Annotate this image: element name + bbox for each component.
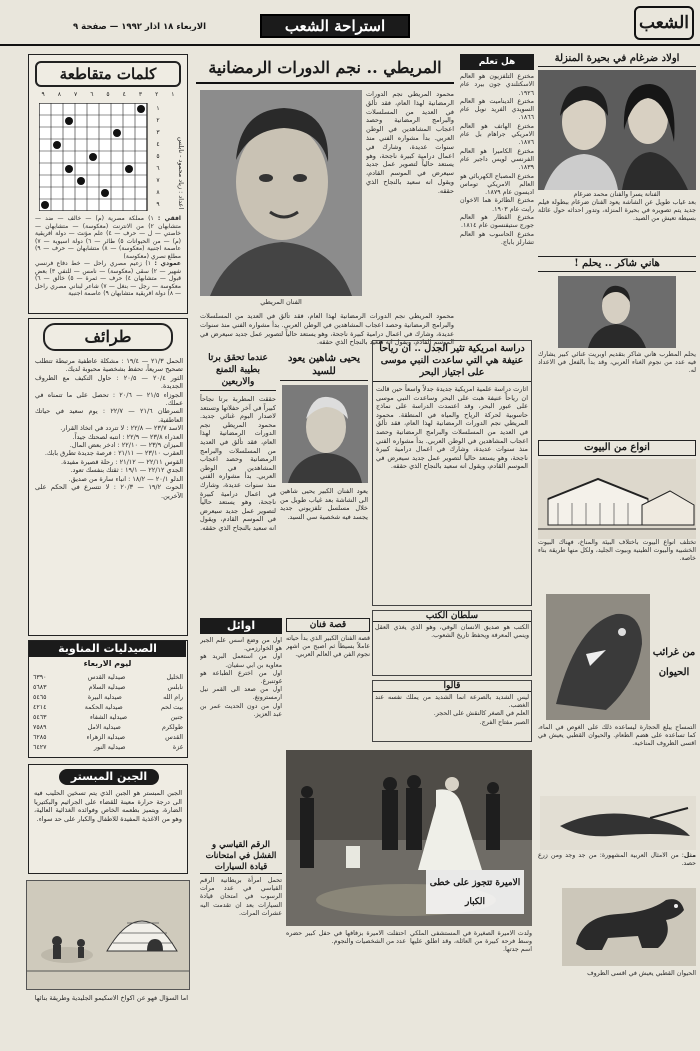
list-item: مخترع المصباح الكهربائي هو العالم الامريكي توماس اديسون عام ١٨٧٩. bbox=[460, 172, 534, 197]
horoscope-box bbox=[28, 318, 188, 636]
study-body: اثارت دراسة علمية امريكية جديدة جدلاً واسعاً حين قالت ان رياحاً عنيفة هبت على البحر وساعدت النبي موسى على عبور البحر، وقد اعتمدت الدراسة على نماذج حاسوبية لحركة الرياح والمياه في المنطقة. محمود المريطي نجم الدورات الرمضانية لهذا العام، فقد تألق في العديد من المسلسلات والبرامج الرمضانية وحصد اعجاب المشاهدين في الوطن العربي. بدأ مشواره الفني منذ سنوات عديدة، وشارك في اعمال درامية كبيرة ناجحة، وهو يستعد حالياً لتصوير عمل جديد سيعرض في الموسم القادم، ويقول انه سعيد بالنجاح الذي حققه. bbox=[376, 385, 528, 471]
crossword-box bbox=[28, 54, 188, 314]
list-item: الجوزاء ٢١/٥ — ٢٠/٦ : تحصل على ما تتمناه في عملك. bbox=[35, 390, 183, 408]
awaits-body: حققت المطربة برتا نجاحاً كبيراً في آخر حفلاتها وتستعد لاصدار البوم غنائي جديد. محمود المريطي نجم الدورات الرمضانية لهذا العام، فقد تألق في العديد من المسلسلات والبرامج الرمضانية وحصد اعجاب المشاهدين في الوطن العربي. بدأ مشواره الفني منذ سنوات عديدة، وشارك في اعمال درامية كبيرة ناجحة، وهو يستعد حالياً لتصوير عمل جديد سيعرض في الموسم القادم، ويقول انه سعيد بالنجاح الذي حققه. bbox=[200, 395, 276, 532]
animal-photo bbox=[546, 594, 650, 720]
yahya-article bbox=[280, 352, 368, 614]
mithl-body: مثل: من الامثال العربية المشهورة: من جد وجد ومن زرع حصد. bbox=[538, 852, 696, 868]
list-item: الحوت ١٩/٢ — ٢٠/٣ : لا تتسرع في الحكم على الآخرين. bbox=[35, 483, 183, 500]
list-item: مخترع الهاتف هو العالم الامريكي جراهام بل عام ١٨٧٦. bbox=[460, 122, 534, 147]
cars-title: الرقم القياسي و الفشل في امتحانات قيادة السيارات bbox=[200, 840, 282, 874]
cars-article bbox=[200, 840, 282, 1026]
crossword-grid[interactable] bbox=[39, 103, 149, 211]
animal-icon bbox=[562, 888, 696, 966]
list-item: الميزان ٢٣/٩ — ٢٢/١٠ : ادخر بعض المال. bbox=[69, 441, 183, 450]
horoscope-title: طرائف bbox=[43, 323, 173, 351]
horoscope-list bbox=[35, 357, 183, 633]
prince-body: ولدت الاميرة الصغيرة في المستشفى الملكي وسط فرحة كبيرة من العائلة، وقد اطلق عليها اسم جدتها. bbox=[410, 930, 532, 954]
fan-title: قصة فنان bbox=[286, 618, 370, 632]
awaits-article bbox=[200, 352, 276, 614]
awail-box bbox=[200, 618, 282, 750]
list-item: السرطان ٢١/٦ — ٢٢/٧ : يوم سعيد في حياتك العاطفية. bbox=[35, 407, 183, 424]
cheese-body: الجبن المبستر هو الجبن الذي يتم تسخين الحليب فيه الى درجة حرارة معينة للقضاء على الجراثيم والبكتيريا الضارة، ويتميز بطعمه الخاص وفوائده الغذائية العالية، وهو من الاغذية المفيدة للاطفال والكبار على حد سواء. bbox=[34, 789, 182, 823]
main-article-caption: الفنان المريطي bbox=[260, 298, 302, 306]
list-item: الثور ٢٠/٤ — ٢٠/٥ : حاول التكيف مع الظروف الجديدة. bbox=[35, 373, 183, 391]
wedding-photo bbox=[286, 750, 532, 926]
crossword-title: كلمات متقاطعة bbox=[35, 61, 181, 87]
houses-body: تختلف انواع البيوت باختلاف البيئة والمناخ، فهناك البيوت الخشبية والبيوت الطينية وبيوت الجليد، ولكل منها طريقة بناء خاصة. bbox=[538, 539, 696, 563]
igloo-icon bbox=[27, 881, 189, 989]
eskimo-illustration bbox=[26, 880, 190, 990]
pharmacies-title: الصيدليات المناوبة bbox=[29, 641, 186, 657]
crossword-col-numbers: ١ ٢ ٣ ٤ ٥ ٦ ٧ ٨ ٩ bbox=[41, 91, 175, 98]
list-item: مخترع الطائرة هما الاخوان رايت عام ١٩٠٣. bbox=[460, 197, 534, 213]
crossword-row-numbers: ١ ٢ ٣ ٤ ٥ ٦ ٧ ٨ ٩ bbox=[156, 105, 160, 208]
list-item: اول من صعد الى القمر نيل ارمسترونغ. bbox=[200, 686, 282, 702]
stork-illustration bbox=[540, 796, 696, 850]
awaits-title: عندما تحقق برتا بطيبة التمنع والاربعين bbox=[200, 352, 276, 391]
study-title: دراسة امريكية تثير الجدل .. ان رياحاً عنيفة هي التي ساعدت النبي موسى على اجتياز البحر bbox=[373, 341, 531, 382]
pharmacies-subtitle: ليوم الاربعاء bbox=[83, 659, 132, 668]
list-item: العقرب ٢٣/١٠ — ٢١/١١ : فرصة جديدة تطرق بابك. bbox=[44, 449, 183, 458]
newspaper-logo: الشعب bbox=[634, 6, 694, 40]
cars-body: تحمل امرأة بريطانية الرقم القياسي في عدد مرات الرسوب في امتحان قيادة السيارات بعد ان تقدمت اليه عشرات المرات. bbox=[200, 877, 282, 917]
crossword-clues: افقي : ١) مملكة مصرية (م) — خالف — ضد — متشابهان ٢) من الانترنت (معكوسة) — متشابهان — خاصتي — ل — حرف — ٤) علم مؤنث — دولة افريقية (م) — من الحيوانات ٥) طائر — ٦) دولة اسيوية — ٧) عاصمة اجنبية (معكوسة) — ٨) متشابهان — حرف — ٩) مطلع نصري (معكوسة) عمودي : ١) زعيم مصري راحل — خط دفاع فرنسي شهير — ٢) سقى (معكوسة) — نامس — للنفي ٣) بعض قبول — متشابهان ٤) حرف — ثمرة — ٥) خالق — ٦) معكوسة — رجل — بنغل — ٧) شاعر لبناني مصري راحل — ٨) دولة افريقية متشابهان ٩) عاصمة اجنبية bbox=[35, 215, 181, 297]
main-article-title: المريطي .. نجم الدورات الرمضانية bbox=[196, 54, 454, 84]
yahya-photo bbox=[282, 385, 368, 483]
dinosaur-caption: الحيوان القطبي يعيش في اقسى الظروف bbox=[587, 970, 696, 977]
animal-title: من غرائب الحيوان bbox=[652, 647, 696, 678]
cheese-title: الجبن المبستر bbox=[59, 769, 159, 785]
date-line: الاربعاء ١٨ آذار ١٩٩٢ — صفحة ٩ bbox=[73, 22, 206, 32]
crossword-author: اعداد : زياد محمود - نابلس bbox=[177, 136, 185, 209]
table-row: غزة صيدلية النور ٦٤٢٧ bbox=[33, 744, 183, 751]
family-photo bbox=[538, 70, 696, 190]
hani-photo bbox=[558, 276, 676, 348]
fan-article bbox=[286, 618, 370, 750]
main-article-photo bbox=[200, 90, 362, 296]
list-item: اول من دون الحديث عمر بن عبد العزيز. bbox=[200, 702, 282, 718]
salateen-title: سلطان الكتب bbox=[373, 611, 531, 622]
awail-title: اوائل bbox=[200, 618, 282, 634]
family-body: بعد غياب طويل عن الشاشة يعود الفنان ضرغام ببطولة فيلم جديد يتم تصويره في بحيرة المنزلة، وتدور احداثه حول عائلة بسيطة تعيش من الصيد. bbox=[538, 199, 696, 223]
wedding-body: احتفلت الاميرة بزفافها في حفل كبير حضره عدد من الشخصيات والنجوم. bbox=[286, 930, 406, 946]
list-item: مخترع القطار هو العالم جورج ستيفنسون عام ١٨١٤. bbox=[460, 214, 534, 230]
list-item: الدلو ٢٠/١ — ١٨/٢ : انباء سارة من صديق. bbox=[68, 474, 183, 483]
did-you-know-box bbox=[460, 54, 534, 336]
main-article-body: محمود المريطي نجم الدورات الرمضانية لهذا العام، فقد تألق في العديد من المسلسلات والبرامج الرمضانية وحصد اعجاب المشاهدين في الوطن العربي. بدأ مشواره الفني منذ سنوات عديدة، وشارك في اعمال درامية كبيرة ناجحة، وهو يستعد حالياً لتصوير عمل جديد سيعرض في الموسم القادم، ويقول انه سعيد بالنجاح الذي حققه. bbox=[366, 90, 454, 195]
list-item: الجدي ٢٢/١٢ — ١٩/١ : ثقتك بنفسك تعود. bbox=[70, 466, 183, 475]
stork-icon bbox=[540, 796, 696, 850]
study-article bbox=[372, 340, 532, 606]
did-you-know-list bbox=[460, 73, 534, 247]
list-item: اول من اخترع الطباعة هو غوتنبرغ. bbox=[200, 669, 282, 686]
qalu-list bbox=[373, 692, 531, 729]
salateen-box bbox=[372, 610, 532, 676]
page-header bbox=[0, 0, 700, 46]
family-caption: الفنانة يسرا والفنان محمد ضرغام bbox=[573, 191, 661, 198]
portrait-image bbox=[558, 276, 676, 348]
table-row: بيت لحم صيدلية الحكمة ٤٢١٤ bbox=[33, 704, 183, 711]
list-item: مخترع الديناميت هو العالم السويدي الفريد نوبل عام ١٨٦٦. bbox=[460, 97, 534, 122]
did-you-know-title: هل تعلم bbox=[460, 54, 534, 70]
list-item: الاسد ٢٣/٧ — ٢٢/٨ : لا تتردد في اتخاذ القرار. bbox=[60, 424, 183, 433]
animal-body: التمساح يبلع الحجارة ليساعده ذلك على الغوص في الماء، كما تساعده على هضم الطعام. والحيوان القطبي يعيش في اقسى الظروف المناخية. bbox=[538, 724, 696, 748]
pharmacies-box bbox=[28, 640, 188, 758]
list-item: اول من وضع اسس علم الجبر هو الخوارزمي. bbox=[200, 637, 282, 653]
houses-illustration bbox=[538, 459, 696, 539]
houses-article bbox=[538, 440, 696, 586]
list-item: مخترع الحاسوب هو العالم تشارلز باباج. bbox=[460, 230, 534, 246]
family-title: اولاد ضرغام في بحيرة المنزلة bbox=[538, 52, 696, 67]
list-item: مخترع الكاميرا هو العالم الفرنسي لويس داجير عام ١٨٣٩. bbox=[460, 147, 534, 172]
list-item: مخترع التلفزيون هو العالم الاسكتلندي جون بيرد عام ١٩٢٦. bbox=[460, 73, 534, 97]
qalu-title: قالوا bbox=[373, 681, 531, 692]
couple-image bbox=[538, 70, 696, 190]
family-article bbox=[538, 52, 696, 252]
crocodile-image bbox=[546, 594, 650, 720]
fan-body: قصة الفنان الكبير الذي بدأ حياته عاملاً بسيطاً ثم اصبح من اشهر نجوم الفن في العالم العربي. bbox=[286, 635, 370, 659]
hani-title: هاني شاكر .. يحلم ! bbox=[538, 256, 696, 272]
section-title: استراحة الشعب bbox=[260, 14, 410, 38]
portrait-image bbox=[282, 385, 368, 483]
yahya-body: يعود الفنان الكبير يحيى شاهين الى الشاشة بعد غياب طويل من خلال مسلسل تلفزيوني جديد يجسد فيه شخصية سي السيد. bbox=[280, 487, 368, 521]
qalu-box bbox=[372, 680, 532, 742]
table-row: الخليل صيدلية القدس ٦٣٩٠ bbox=[33, 674, 183, 681]
pharmacies-table bbox=[33, 673, 183, 757]
table-row: القدس صيدلية الزهراء ٦٢٨٥ bbox=[33, 734, 183, 741]
houses-title: انواع من البيوت bbox=[538, 440, 696, 456]
table-row: جنين صيدلية الشفاء ٥٤٦٣ bbox=[33, 714, 183, 721]
awail-list bbox=[200, 637, 282, 719]
eskimo-caption: اما السؤال فهو عن اكواخ الاسكيمو الجليدية وطريقة بنائها bbox=[34, 994, 188, 1002]
list-item: الحمل ٢١/٣ — ١٩/٤ : مشكلة عاطفية مرتبطة تتطلب تصحيح سريعاً، تحفظ بشخصية محبوبة لديك. bbox=[35, 357, 183, 374]
hani-body: يحلم المطرب هاني شاكر بتقديم اوبريت غنائي كبير يشارك فيه عدد من نجوم الغناء العربي، وقد بدأ بالفعل في الاعداد له. bbox=[538, 351, 696, 375]
salateen-body: الكتب هو صديق الانسان الوفي، وهو الذي يغذي العقل وينمي المعرفة ويحفظ تاريخ الشعوب. bbox=[375, 624, 529, 640]
cheese-box bbox=[28, 764, 188, 874]
list-item: ليس الشديد بالصرعة انما الشديد من يملك نفسه عند الغضب. bbox=[375, 694, 529, 710]
dinosaur-illustration bbox=[562, 888, 696, 966]
list-item: اول من استعمل البريد هو معاوية بن ابي سفيان. bbox=[200, 653, 282, 669]
yahya-title: يحيى شاهين يعود للسيد bbox=[280, 352, 368, 381]
list-item: العلم في الصغر كالنقش على الحجر. bbox=[433, 710, 529, 718]
list-item: الصبر مفتاح الفرج. bbox=[479, 718, 529, 726]
table-row: نابلس صيدلية السلام ٥٦٨٣ bbox=[33, 684, 183, 691]
table-row: طولكرم صيدلية الامل ٧٥٨٩ bbox=[33, 724, 183, 731]
hani-article bbox=[538, 256, 696, 436]
portrait-image bbox=[200, 90, 362, 296]
list-item: القوس ٢٢/١١ — ٢١/١٢ : رحلة قصيرة مفيدة. bbox=[61, 457, 183, 466]
table-row: رام الله صيدلية البيرة ٥٤٦٥ bbox=[33, 694, 183, 701]
wedding-caption: الاميرة تتجوز على خطى الكبار bbox=[426, 870, 524, 914]
list-item: العذراء ٢٣/٨ — ٢٢/٩ : انتبه لصحتك جيداً. bbox=[72, 432, 183, 441]
main-article-body-2: محمود المريطي نجم الدورات الرمضانية لهذا العام، فقد تألق في العديد من المسلسلات والبرامج الرمضانية وحصد اعجاب المشاهدين في الوطن العربي. بدأ مشواره الفني منذ سنوات عديدة، وشارك في اعمال درامية كبيرة ناجحة، وهو يستعد حالياً لتصوير عمل جديد سيعرض في الموسم القادم، ويقول انه سعيد بالنجاح الذي حققه. bbox=[200, 312, 454, 347]
